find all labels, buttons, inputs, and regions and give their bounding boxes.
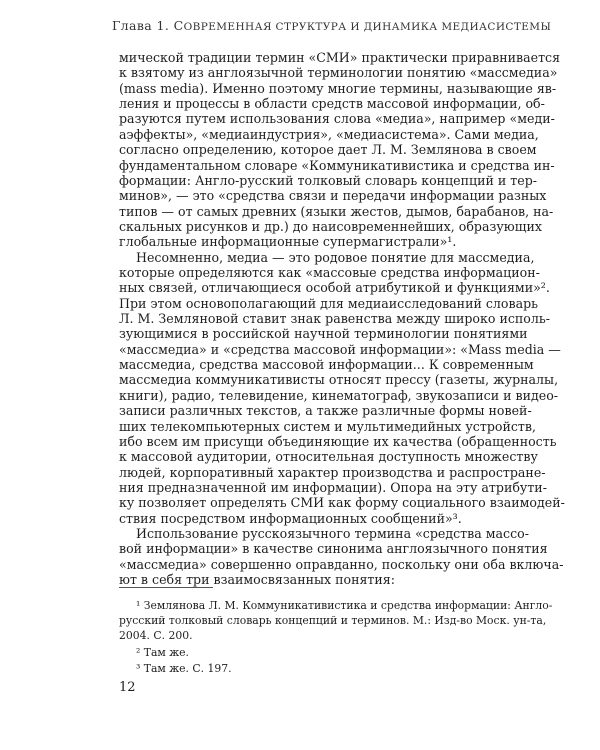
footnote-line: русский толковый словарь концепций и терминов. М.: Изд-во Моск. ун-та,: [119, 614, 547, 627]
body-line: (mass media). Именно поэтому многие термины, называющие яв-: [119, 80, 557, 96]
body-line: согласно определению, которое дает Л. М. Землянова в своем: [119, 142, 537, 158]
body-line: Л. М. Земляновой ставит знак равенства между широко исполь-: [119, 311, 550, 326]
header-chapter: Глава 1.: [112, 18, 170, 33]
body-line: Несомненно, медиа — это родовое понятие для массмедиа,: [136, 249, 535, 265]
header-title-rest: ОВРЕМЕННАЯ СТРУКТУРА И ДИНАМИКА МЕДИАСИСТЕМЫ: [183, 21, 552, 33]
body-line: ку позволяет определять СМИ как форму социального взаимодей-: [119, 495, 565, 511]
body-line: аэффекты», «медиаиндустрия», «медиасистема». Сами медиа,: [119, 126, 539, 142]
header-title-initial: С: [169, 18, 184, 33]
body-line: вой информации» в качестве синонима англоязычного понятия: [119, 541, 548, 557]
footnote-line: 2004. С. 200.: [119, 629, 193, 642]
body-line: глобальные информационные супермагистрали»¹.: [119, 234, 457, 250]
body-line: зующимися в российской научной терминологии понятиями: [119, 326, 528, 342]
page-number: 12: [119, 680, 136, 695]
body-line: ибо всем им присущи объединяющие их качества (обращенность: [119, 433, 557, 449]
body-line: При этом основополагающий для медиаисследований словарь: [119, 295, 539, 311]
footnote-line: ³ Там же. С. 197.: [136, 662, 232, 675]
body-line: книги), радио, телевидение, кинематограф, звукозаписи и видео-: [119, 387, 559, 403]
body-line: к массовой аудитории, относительная доступность множеству: [119, 449, 538, 465]
body-line: Использование русскоязычного термина «средства массо-: [136, 525, 529, 541]
body-line: людей, корпоративный характер производства и распростране-: [119, 464, 546, 480]
running-header: [112, 18, 551, 33]
body-line: ния предназначенной им информации). Опора на эту атрибути-: [119, 479, 547, 495]
body-line: ления и процессы в области средств массовой информации, об-: [119, 96, 545, 112]
body-line: к взятому из англоязычной терминологии понятию «массмедиа»: [119, 65, 558, 81]
body-line: типов — от самых древних (языки жестов, дымов, барабанов, на-: [119, 203, 554, 219]
body-line: ют в себя три взаимосвязанных понятия:: [119, 572, 395, 587]
body-line: разуются путем использования слова «медиа», например «меди-: [119, 111, 555, 127]
body-line: которые определяются как «массовые средства информацион-: [119, 264, 540, 280]
body-line: минов», — это «средства связи и передачи информации разных: [119, 188, 547, 204]
footnote-rule: [119, 587, 213, 588]
body-line: скальных рисунков и др.) до наисовременнейших, образующих: [119, 218, 542, 234]
body-line: формации: Англо-русский толковый словарь концепций и тер-: [119, 172, 538, 188]
body-line: ных связей, отличающиеся особой атрибутикой и функциями»².: [119, 280, 550, 296]
body-line: массмедиа коммуникативисты относят прессу (газеты, журналы,: [119, 372, 559, 388]
footnote-line: ¹ Землянова Л. М. Коммуникативистика и средства информации: Англо-: [136, 599, 553, 612]
body-line: мической традиции термин «СМИ» практически приравнивается: [119, 50, 561, 65]
body-line: «массмедиа» совершенно оправданно, поскольку они оба включа-: [119, 556, 564, 572]
body-line: фундаментальном словаре «Коммуникативистика и средства ин-: [119, 157, 555, 173]
body-line: «массмедиа» и «средства массовой информации»: «Mass media —: [119, 341, 561, 357]
body-line: ствия посредством информационных сообщений»³.: [119, 510, 462, 526]
body-line: массмедиа, средства массовой информации... К современным: [119, 357, 534, 373]
footnote-line: ² Там же.: [136, 646, 189, 659]
body-line: ших телекомпьютерных систем и мультимедийных устройств,: [119, 418, 536, 434]
body-line: записи различных текстов, а также различные формы новей-: [119, 403, 532, 419]
